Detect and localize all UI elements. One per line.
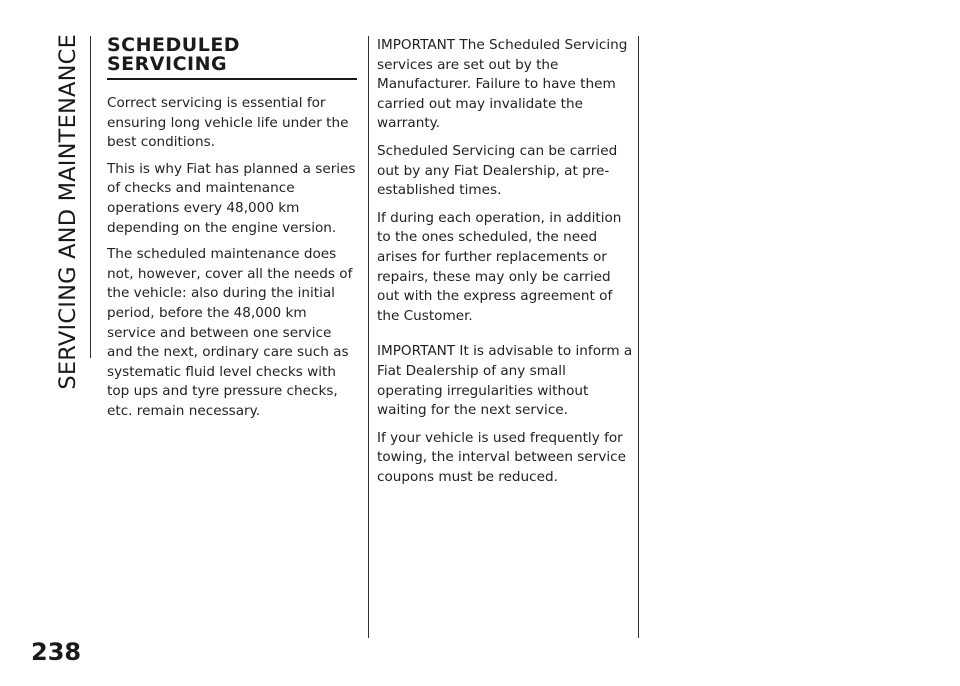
right-column <box>377 36 633 495</box>
paragraph: Scheduled Servicing can be carried out by any Fiat Dealership, at pre-established times. <box>377 142 618 199</box>
left-margin-rule <box>90 36 91 358</box>
column-divider-middle <box>368 36 369 638</box>
chapter-side-title-text: SERVICING AND MAINTENANCE <box>55 34 81 390</box>
paragraph: This is why Fiat has planned a series of checks and maintenance operations every 48,000 km depending on the engine version. <box>107 160 356 236</box>
paragraph: If during each operation, in addition to the ones scheduled, the need arises for further replacements or repairs, these may only be carried out with the express agreement of the Customer. <box>377 209 622 324</box>
important-note: IMPORTANT The Scheduled Servicing services are set out by the Manufacturer. Failure to have them carried out may invalidate the warranty. <box>377 37 628 132</box>
section-heading-line-1: SCHEDULED <box>107 34 241 56</box>
paragraph: If your vehicle is used frequently for towing, the interval between service coupons must be reduced. <box>377 429 627 485</box>
important-note: IMPORTANT It is advisable to inform a Fiat Dealership of any small operating irregularities without waiting for the next service. <box>377 343 633 419</box>
chapter-side-title <box>48 34 88 390</box>
paragraph: Correct servicing is essential for ensuring long vehicle life under the best conditions. <box>107 95 349 151</box>
paragraph: The scheduled maintenance does not, however, cover all the needs of the vehicle: also during the initial period, before the 48,000 km service and between one service and the next, ordinary care such as systematic fluid level checks with top ups and tyre pressure checks, etc. remain necessary. <box>107 246 353 419</box>
column-divider-right <box>638 36 639 638</box>
section-heading <box>107 36 357 80</box>
section-heading-line-2: SERVICING <box>107 53 228 75</box>
left-column <box>107 36 359 429</box>
page-number: 238 <box>31 638 82 666</box>
